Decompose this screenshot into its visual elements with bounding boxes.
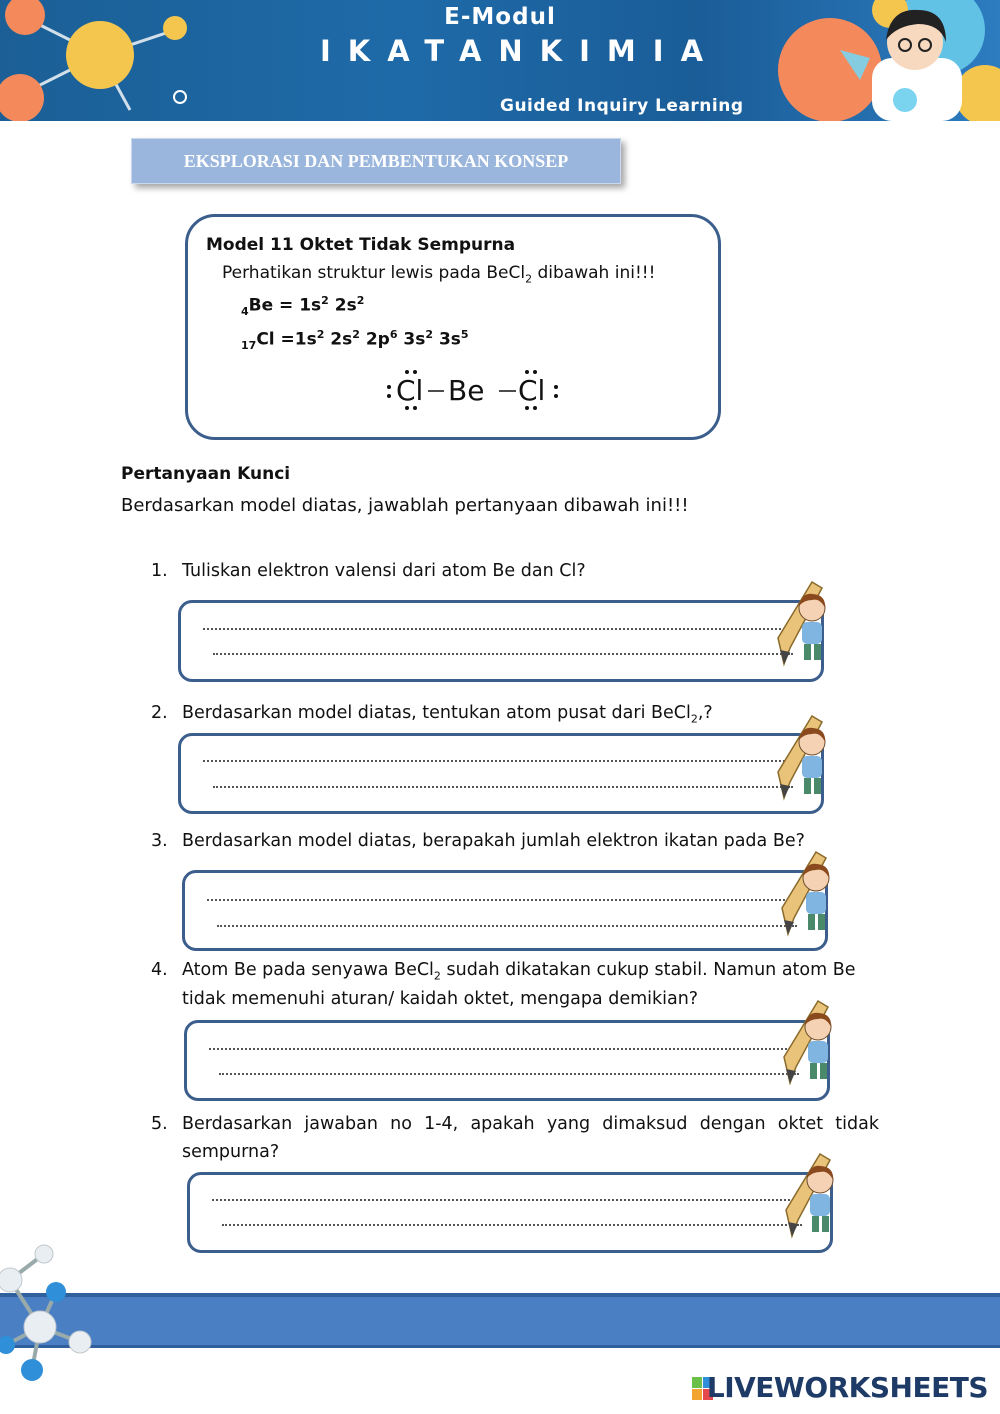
pencil-boy-icon [776, 712, 832, 804]
question-1-text: Tuliskan elektron valensi dari atom Be dan Cl? [182, 561, 586, 581]
answer-box-1[interactable] [178, 600, 824, 682]
lewis-structure [380, 368, 570, 414]
answer-line [213, 786, 793, 788]
answer-line [217, 925, 797, 927]
question-4-text: Atom Be pada senyawa BeCl$_2$ sudah dikatakan cukup stabil. Namun atom Be [182, 960, 856, 983]
pencil-boy-icon [780, 848, 836, 940]
lewis-be: Be [448, 374, 485, 407]
answer-box-2[interactable] [178, 733, 824, 814]
question-1-number: 1. [151, 561, 168, 581]
question-5-text-line2: sempurna? [182, 1142, 280, 1162]
section-banner-label: EKSPLORASI DAN PEMBENTUKAN KONSEP [183, 151, 569, 171]
answer-box-4[interactable] [184, 1020, 830, 1101]
header-banner [0, 0, 1000, 121]
question-2-text: Berdasarkan model diatas, tentukan atom pusat dari BeCl$_2$,? [182, 703, 713, 726]
question-4-text-line2: tidak memenuhi aturan/ kaidah oktet, mengapa demikian? [182, 989, 699, 1009]
liveworksheets-brand[interactable]: LIVEWORKSHEETS [706, 1371, 988, 1404]
answer-line [203, 628, 793, 630]
answer-line [203, 760, 793, 762]
question-5-number: 5. [151, 1114, 168, 1134]
header-subtitle: Guided Inquiry Learning [500, 96, 744, 116]
section-banner [131, 138, 621, 184]
header-title-main: IKATANKIMIA [319, 34, 721, 68]
be-electron-config: $_4Be = 1s^2$ $2s^2$ [241, 294, 365, 319]
model-instruction: Perhatikan struktur lewis pada BeCl$_2$ dibawah ini!!! [222, 263, 656, 286]
pencil-boy-icon [782, 997, 838, 1089]
header-title-small: E-Modul [444, 4, 556, 30]
answer-line [209, 1048, 799, 1050]
answer-box-5[interactable] [187, 1172, 833, 1253]
key-questions-heading: Pertanyaan Kunci [121, 464, 291, 484]
question-5-text: Berdasarkan jawaban no 1-4, apakah yang dimaksud dengan oktet tidak [182, 1114, 879, 1134]
model-title: Model 11 Oktet Tidak Sempurna [206, 235, 516, 255]
answer-line [213, 653, 793, 655]
question-2-number: 2. [151, 703, 168, 723]
answer-line [222, 1224, 802, 1226]
footer-bar [0, 1293, 1000, 1348]
key-questions-intro: Berdasarkan model diatas, jawablah pertanyaan dibawah ini!!! [121, 495, 689, 516]
lewis-cl-left: Cl [396, 374, 424, 407]
lewis-cl-right: Cl [518, 374, 546, 407]
answer-line [212, 1199, 802, 1201]
question-4-number: 4. [151, 960, 168, 980]
answer-box-3[interactable] [182, 870, 828, 951]
question-3-text: Berdasarkan model diatas, berapakah jumlah elektron ikatan pada Be? [182, 831, 805, 851]
pencil-boy-icon [776, 578, 832, 670]
question-3-number: 3. [151, 831, 168, 851]
answer-line [207, 899, 797, 901]
molecule-decoration [0, 1240, 110, 1390]
cl-electron-config: $_{17}Cl =1s^2$ $2s^2$ $2p^6$ $3s^2$ $3s^5$ [241, 328, 469, 353]
pencil-boy-icon [784, 1150, 840, 1242]
answer-line [219, 1073, 799, 1075]
